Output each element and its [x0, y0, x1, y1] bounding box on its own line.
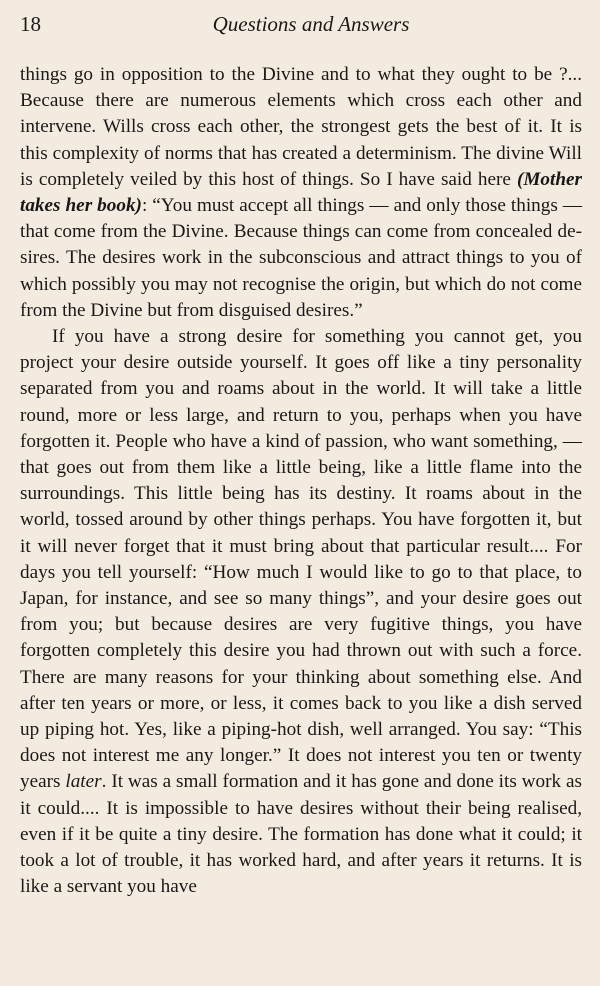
stage-direction: (Mother takes her book): [20, 168, 582, 217]
emphasis: later: [65, 771, 102, 793]
paragraph: [20, 324, 582, 900]
text-segment: . It was a small formation and it has gone and done its work as it could.... It is impossible to have desires without their being realised, even if it be quite a tiny desire. The formation has done what it could; it took a lot of trouble, it has worked hard, and after years it returns. It is like a servant you have: [20, 771, 582, 898]
page-header: [20, 10, 582, 38]
body-text: [20, 62, 582, 901]
page-number: 18: [20, 12, 41, 36]
text-segment: If you have a strong desire for something you cannot get, you project your desire outside yourself. It goes off like a tiny personality separated from you and roams about in the world. It will take a little round, more or less large, and return to you, perhaps when you have forgotten it. People who have a kind of passion, who want something, — that goes out from them like a little being, like a little flame into the surroundings. This little being has its destiny. It roams about in the world, tossed around by other things perhaps. You have forgotten it, but it will never forget that it must bring about that particular result.... For days you tell yourself: “How much I would like to go to that place, to Japan, for instance, and see so many things”, and your desire goes out from you; but because desires are very fugitive things, you have forgotten completely this desire you had thrown out with such a force. There are many reasons for your thinking about something else. And after ten years or more, or less, it comes back to you like a dish served up piping hot. Yes, like a piping-hot dish, well arranged. You say: “This does not interest me any longer.” It does not interest you ten or twenty years: [20, 326, 582, 793]
paragraph: [20, 62, 582, 324]
running-head: Questions and Answers: [212, 12, 410, 36]
text-segment: : “You must accept all things — and only those things — that come from the Divine. Because things can come from concealed desires. The desires work in the subconscious and attract things to you of which possibly you may not recognise the origin, but which do not come from the Divine but from disguised desires.”: [20, 195, 583, 321]
text-segment: things go in opposition to the Divine and to what they ought to be ?... Because there are numerous elements which cross each other and intervene. Wills cross each other, the strongest gets the best of it. It is this complexity of norms that has created a determinism. The divine Will is completely veiled by this host of things. So I have said here: [20, 64, 582, 190]
